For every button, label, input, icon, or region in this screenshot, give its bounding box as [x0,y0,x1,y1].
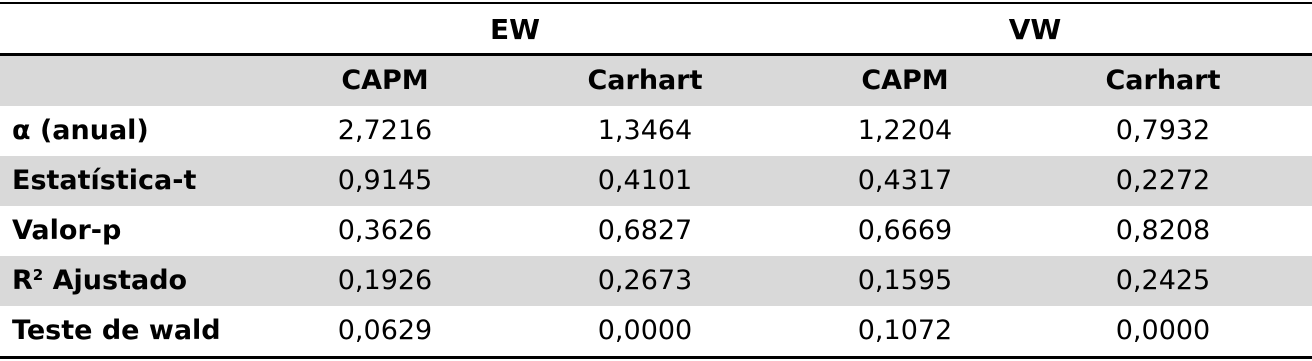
table-cell: 0,7932 [1115,115,1211,146]
table-cell: 0,0000 [597,315,693,346]
table-cell: 2,7216 [337,115,433,146]
subheader-capm-vw: CAPM [861,65,949,96]
table-cell: 1,3464 [597,115,693,146]
table-cell: 0,0629 [337,315,433,346]
table-cell: 0,2673 [597,265,693,296]
table-cell: 0,1072 [857,315,953,346]
table-cell: 0,2272 [1115,165,1211,196]
row-label [12,256,292,306]
table-cell: 0,1595 [857,265,953,296]
table-cell: 0,3626 [337,215,433,246]
table-row-alpha [0,106,1312,156]
row-label: α (anual) [12,115,149,146]
row-label-superscript: 2 [32,266,44,284]
table-cell: 0,6669 [857,215,953,246]
table-cell: 0,9145 [337,165,433,196]
row-label-rest: Ajustado [43,265,188,296]
row-label: Valor-p [12,215,122,246]
subheader-carhart-ew: Carhart [587,65,703,96]
table-cell: 0,0000 [1115,315,1211,346]
subheader-carhart-vw: Carhart [1105,65,1221,96]
row-label: Teste de wald [12,315,221,346]
group-header-ew: EW [489,13,540,46]
table-row-r2 [0,256,1312,306]
subheader-capm-ew: CAPM [341,65,429,96]
table-cell: 0,2425 [1115,265,1211,296]
bottom-rule [0,356,1312,359]
table-cell: 0,8208 [1115,215,1211,246]
table-cell: 0,1926 [337,265,433,296]
subheader-row [0,56,1312,106]
table-cell: 1,2204 [857,115,953,146]
table-row-t-stat [0,156,1312,206]
table-cell: 0,4101 [597,165,693,196]
row-label: Estatística-t [12,165,197,196]
row-label-main: R [12,265,33,296]
table-row-p-value [0,206,1312,256]
table-cell: 0,6827 [597,215,693,246]
group-header-vw: VW [1008,13,1062,46]
table-cell: 0,4317 [857,165,953,196]
table-row-wald [0,306,1312,356]
